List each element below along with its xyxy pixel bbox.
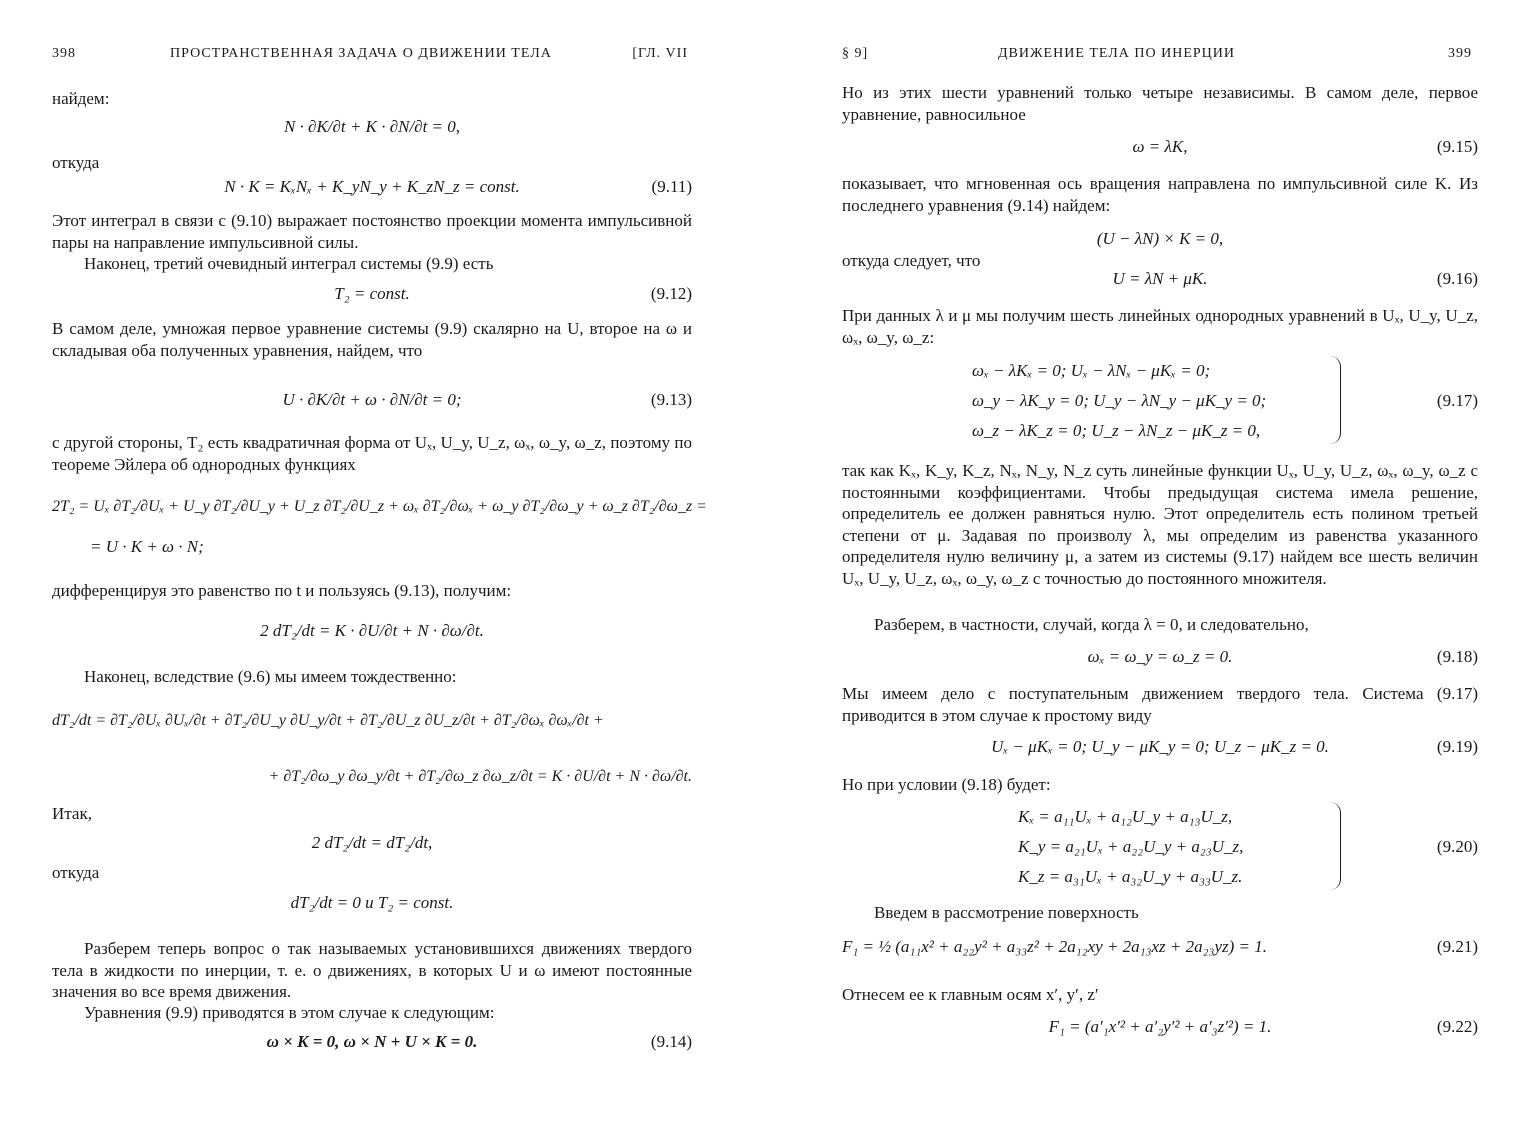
- equation: [52, 112, 692, 142]
- paragraph: найдем:: [52, 89, 110, 108]
- equation-number: (9.12): [650, 284, 692, 303]
- right-brace: [1330, 356, 1341, 444]
- equation-formula: 2T₂ = Uₓ ∂T₂/∂Uₓ + U_y ∂T₂/∂U_y + U_z ∂T₂/∂U_z + ωₓ ∂T₂/∂ωₓ + ω_y ∂T₂/∂ω_y + ω_z ∂T₂/∂ω_z =: [52, 498, 707, 515]
- left-running-header: [52, 46, 692, 70]
- paragraph: Отнесем ее к главным осям x′, y′, z′: [842, 985, 1099, 1004]
- paragraph: Но из этих шести уравнений только четыре независимы. В самом деле, первое уравнение, равносильное: [842, 83, 1478, 124]
- equation-system-rows: [972, 356, 1266, 446]
- equation: [52, 279, 692, 309]
- system-row: K_y = a₂₁Uₓ + a₂₂U_y + a₂₃U_z,: [1018, 837, 1244, 856]
- left-page: [52, 0, 707, 1126]
- paragraph: Разберем, в частности, случай, когда λ = 0, и следовательно,: [874, 615, 1309, 634]
- system-row: ωₓ − λKₓ = 0; Uₓ − λNₓ − μKₓ = 0;: [972, 361, 1211, 380]
- equation: [842, 132, 1478, 162]
- equation-formula: U = λN + μK.: [1112, 269, 1208, 288]
- paragraph: Наконец, третий очевидный интеграл системы (9.9) есть: [84, 254, 494, 273]
- right-page: [842, 0, 1478, 1126]
- paragraph: Наконец, вследствие (9.6) мы имеем тождественно:: [84, 667, 457, 686]
- equation: [52, 888, 692, 918]
- equation: [52, 532, 692, 562]
- paragraph: с другой стороны, T₂ есть квадратичная форма от Uₓ, U_y, U_z, ωₓ, ω_y, ω_z, поэтому по теореме Эйлера об однородных функциях: [52, 433, 692, 474]
- equation: [52, 385, 692, 415]
- equation-system: [842, 356, 1478, 448]
- paragraph: Уравнения (9.9) приводятся в этом случае к следующим:: [84, 1003, 495, 1022]
- equation: [842, 732, 1478, 762]
- equation-number: (9.14): [650, 1032, 692, 1051]
- equation-formula: ωₓ = ω_y = ω_z = 0.: [1087, 647, 1233, 666]
- equation: [52, 762, 692, 792]
- paragraph: Мы имеем дело с поступательным движением твердого тела. Система (9.17) приводится в этом случае к простому виду: [842, 684, 1478, 725]
- equation-formula: = U · K + ω · N;: [90, 537, 204, 556]
- equation-formula: F₁ = (a′₁x′² + a′₂y′² + a′₃z′²) = 1.: [1048, 1017, 1272, 1036]
- paragraph: Этот интеграл в связи с (9.10) выражает постоянство проекции момента импульсивной пары на направление импульсивной силы.: [52, 211, 692, 252]
- equation-formula: N · ∂K/∂t + K · ∂N/∂t = 0,: [283, 117, 461, 136]
- equation-number: (9.17): [1436, 391, 1478, 410]
- equation-formula: (U − λN) × K = 0,: [1096, 229, 1224, 248]
- paragraph: Разберем теперь вопрос о так называемых установившихся движениях твердого тела в жидкости по инерции, т. е. о движениях, в которых U и ω имеют постоянные значения во все время движения.: [52, 939, 692, 1001]
- equation-number: (9.19): [1436, 737, 1478, 756]
- paragraph: показывает, что мгновенная ось вращения направлена по импульсивной силе K. Из последнего уравнения (9.14) найдем:: [842, 174, 1478, 215]
- equation-formula: 2 dT₂/dt = dT₂/dt,: [311, 833, 433, 852]
- equation-system-rows: [1018, 802, 1243, 892]
- equation-number: (9.11): [651, 177, 692, 196]
- equation-formula: + ∂T₂/∂ω_y ∂ω_y/∂t + ∂T₂/∂ω_z ∂ω_z/∂t = K · ∂U/∂t + N · ∂ω/∂t.: [268, 768, 692, 785]
- paragraph: так как Kₓ, K_y, K_z, Nₓ, N_y, N_z суть линейные функции Uₓ, U_y, U_z, ωₓ, ω_y, ω_z с постоянными коэффициентами. Чтобы предыдущая система имела решение, определитель ее должен равняться нулю. Этот определитель есть полином третьей степени от μ. Задавая по произволу λ, мы определим из равенства указанного определителя нулю величину μ, а затем из системы (9.17) найдем все шесть величин Uₓ, U_y, U_z, ωₓ, ω_y, ω_z с точностью до постоянного множителя.: [842, 461, 1478, 588]
- equation-number: (9.16): [1436, 269, 1478, 288]
- paragraph: В самом деле, умножая первое уравнение системы (9.9) скалярно на U, второе на ω и складывая оба полученных уравнения, найдем, что: [52, 319, 692, 360]
- equation-number: (9.13): [650, 390, 692, 409]
- system-row: Kₓ = a₁₁Uₓ + a₁₂U_y + a₁₃U_z,: [1018, 807, 1233, 826]
- right-brace: [1330, 802, 1341, 890]
- running-title: ПРОСТРАНСТВЕННАЯ ЗАДАЧА О ДВИЖЕНИИ ТЕЛА: [170, 46, 552, 61]
- system-row: K_z = a₃₁Uₓ + a₃₂U_y + a₃₃U_z.: [1018, 867, 1243, 886]
- equation: [52, 492, 707, 522]
- equation: [842, 264, 1478, 294]
- equation: [842, 932, 1478, 962]
- chapter-label: [ГЛ. VII: [632, 46, 688, 61]
- equation-number: (9.22): [1436, 1017, 1478, 1036]
- equation: [842, 642, 1478, 672]
- equation: [52, 1027, 692, 1057]
- equation-formula: ω = λK,: [1132, 137, 1188, 156]
- equation-system: [842, 802, 1478, 894]
- equation-number: (9.20): [1436, 837, 1478, 856]
- equation-formula: U · ∂K/∂t + ω · ∂N/∂t = 0;: [282, 390, 462, 409]
- equation-formula: F₁ = ½ (a₁₁x² + a₂₂y² + a₃₃z² + 2a₁₂xy + 2a₁₃xz + 2a₂₃yz) = 1.: [842, 937, 1267, 956]
- section-label: § 9]: [842, 46, 869, 61]
- paragraph: Итак,: [52, 804, 92, 823]
- running-title: ДВИЖЕНИЕ ТЕЛА ПО ИНЕРЦИИ: [998, 46, 1236, 61]
- page-number: 398: [52, 46, 76, 61]
- equation-formula: ω × K = 0, ω × N + U × K = 0.: [266, 1032, 478, 1051]
- equation-formula: dT₂/dt = 0 и T₂ = const.: [290, 893, 454, 912]
- paragraph: откуда следует, что: [842, 251, 981, 270]
- equation-formula: Uₓ − μKₓ = 0; U_y − μK_y = 0; U_z − μK_z = 0.: [991, 737, 1329, 756]
- equation-formula: 2 dT₂/dt = K · ∂U/∂t + N · ∂ω/∂t.: [260, 621, 484, 640]
- equation: [842, 1012, 1478, 1042]
- paragraph: Но при условии (9.18) будет:: [842, 775, 1051, 794]
- paragraph: Введем в рассмотрение поверхность: [874, 903, 1139, 922]
- system-row: ω_z − λK_z = 0; U_z − λN_z − μK_z = 0,: [972, 421, 1261, 440]
- equation-formula: T₂ = const.: [334, 284, 410, 303]
- equation-number: (9.18): [1436, 647, 1478, 666]
- equation-formula: dT₂/dt = ∂T₂/∂Uₓ ∂Uₓ/∂t + ∂T₂/∂U_y ∂U_y/∂t + ∂T₂/∂U_z ∂U_z/∂t + ∂T₂/∂ωₓ ∂ωₓ/∂t +: [52, 712, 604, 729]
- paragraph: откуда: [52, 863, 100, 882]
- equation: [52, 828, 692, 858]
- right-running-header: [842, 46, 1478, 70]
- system-row: ω_y − λK_y = 0; U_y − λN_y − μK_y = 0;: [972, 391, 1267, 410]
- paragraph: дифференцируя это равенство по t и пользуясь (9.13), получим:: [52, 581, 512, 600]
- equation: [52, 706, 692, 736]
- equation-number: (9.15): [1436, 137, 1478, 156]
- paragraph: При данных λ и μ мы получим шесть линейных однородных уравнений в Uₓ, U_y, U_z, ωₓ, ω_y, ω_z:: [842, 306, 1478, 347]
- equation-number: (9.21): [1436, 937, 1478, 956]
- page-number: 399: [1448, 46, 1472, 61]
- paragraph: откуда: [52, 153, 100, 172]
- equation-formula: N · K = KₓNₓ + K_yN_y + K_zN_z = const.: [224, 177, 520, 196]
- equation: [52, 172, 692, 202]
- equation: [52, 616, 692, 646]
